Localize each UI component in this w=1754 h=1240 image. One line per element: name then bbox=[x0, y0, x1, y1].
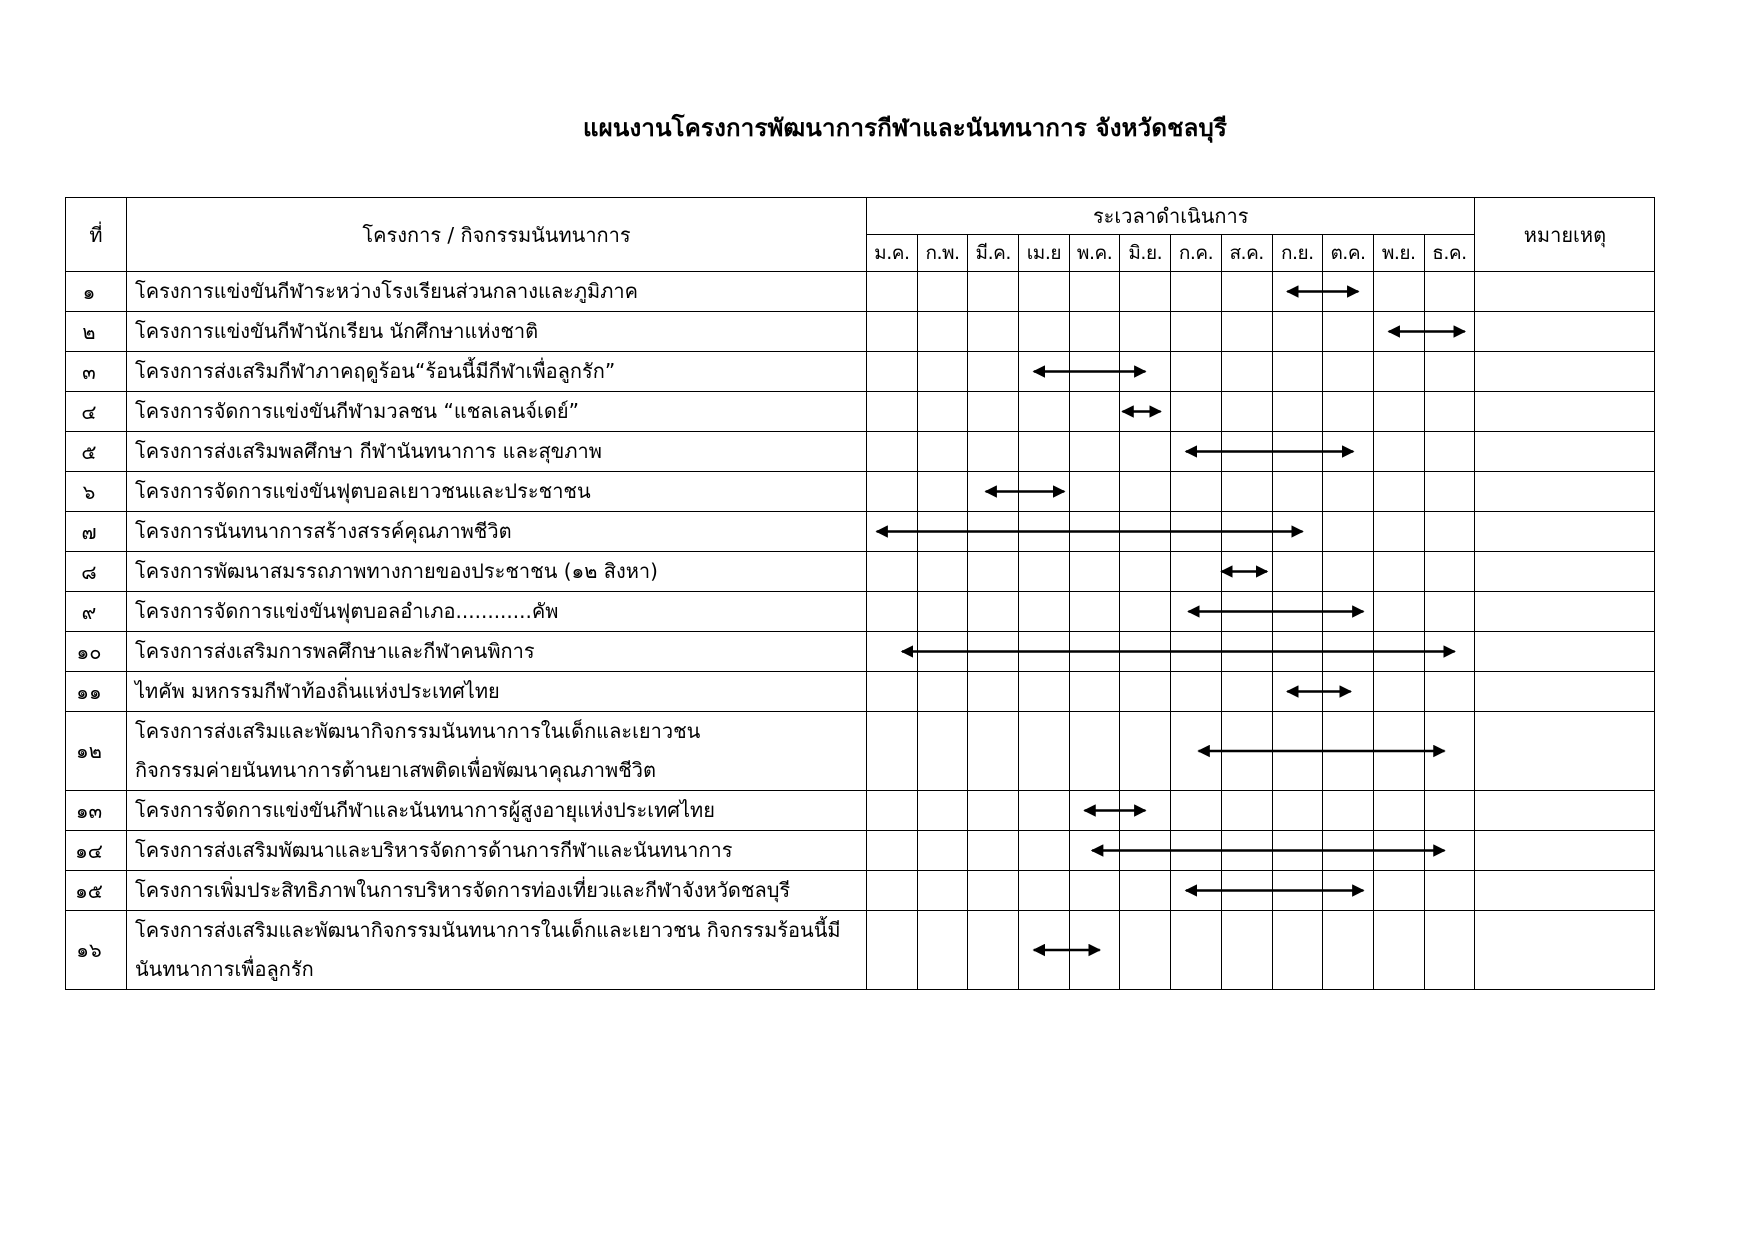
month-cell bbox=[1323, 472, 1374, 512]
project-name-line: โครงการพัฒนาสมรรถภาพทางกายของประชาชน (๑๒ สิงหา) bbox=[135, 559, 658, 583]
month-header: พ.ย. bbox=[1373, 235, 1424, 272]
month-cell bbox=[1019, 352, 1070, 392]
month-cell bbox=[1221, 272, 1272, 312]
month-cell bbox=[1272, 552, 1323, 592]
month-cell bbox=[1373, 432, 1424, 472]
month-cell bbox=[1221, 632, 1272, 672]
month-cell bbox=[1171, 592, 1222, 632]
month-cell bbox=[1120, 911, 1171, 990]
month-cell bbox=[917, 791, 968, 831]
month-cell bbox=[867, 712, 918, 791]
month-cell bbox=[867, 472, 918, 512]
remark-cell bbox=[1475, 911, 1655, 990]
month-cell bbox=[1373, 552, 1424, 592]
month-cell bbox=[1221, 352, 1272, 392]
remark-cell bbox=[1475, 552, 1655, 592]
month-cell bbox=[1120, 472, 1171, 512]
month-cell bbox=[1323, 392, 1374, 432]
month-cell bbox=[1120, 791, 1171, 831]
month-cell bbox=[1069, 312, 1120, 352]
month-cell bbox=[1069, 632, 1120, 672]
month-cell bbox=[867, 392, 918, 432]
month-cell bbox=[1120, 272, 1171, 312]
remark-cell bbox=[1475, 871, 1655, 911]
month-cell bbox=[1373, 592, 1424, 632]
project-name-line: โครงการส่งเสริมพัฒนาและบริหารจัดการด้านการกีฬาและนันทนาการ bbox=[135, 838, 733, 862]
row-number: ๓ bbox=[66, 352, 127, 392]
month-cell bbox=[1424, 831, 1475, 871]
month-cell bbox=[968, 312, 1019, 352]
remark-cell bbox=[1475, 712, 1655, 791]
project-name-line: โครงการจัดการแข่งขันกีฬามวลชน “แชลเลนจ์เดย์” bbox=[135, 399, 579, 423]
project-name bbox=[127, 712, 867, 791]
month-header: มี.ค. bbox=[968, 235, 1019, 272]
month-cell bbox=[1373, 272, 1424, 312]
month-cell bbox=[1069, 791, 1120, 831]
month-cell bbox=[1221, 432, 1272, 472]
month-cell bbox=[1019, 791, 1070, 831]
project-name-line: โครงการจัดการแข่งขันฟุตบอลอำเภอ............คัพ bbox=[135, 599, 559, 623]
remark-cell bbox=[1475, 392, 1655, 432]
header-remark: หมายเหตุ bbox=[1475, 198, 1655, 272]
month-cell bbox=[1069, 552, 1120, 592]
month-cell bbox=[1272, 592, 1323, 632]
month-header: ก.พ. bbox=[917, 235, 968, 272]
document-title: แผนงานโครงการพัฒนาการกีฬาและนันทนาการ จังหวัดชลบุรี bbox=[582, 114, 1228, 142]
month-cell bbox=[1019, 831, 1070, 871]
month-header: พ.ค. bbox=[1069, 235, 1120, 272]
row-number: ๑๐ bbox=[66, 632, 127, 672]
month-cell bbox=[1171, 552, 1222, 592]
month-cell bbox=[1171, 712, 1222, 791]
month-cell bbox=[867, 312, 918, 352]
month-cell bbox=[968, 432, 1019, 472]
month-cell bbox=[1424, 272, 1475, 312]
row-number: ๘ bbox=[66, 552, 127, 592]
row-number: ๑๔ bbox=[66, 831, 127, 871]
remark-cell bbox=[1475, 432, 1655, 472]
month-cell bbox=[1373, 632, 1424, 672]
row-number: ๑๑ bbox=[66, 672, 127, 712]
header-no: ที่ bbox=[66, 198, 127, 272]
month-cell bbox=[1424, 552, 1475, 592]
month-cell bbox=[968, 512, 1019, 552]
project-name-line: โครงการจัดการแข่งขันกีฬาและนันทนาการผู้สูงอายุแห่งประเทศไทย bbox=[135, 798, 715, 822]
month-cell bbox=[1272, 352, 1323, 392]
month-cell bbox=[1424, 512, 1475, 552]
table-row bbox=[66, 352, 1655, 392]
table-row bbox=[66, 512, 1655, 552]
project-name bbox=[127, 352, 867, 392]
month-cell bbox=[1120, 432, 1171, 472]
month-cell bbox=[1069, 432, 1120, 472]
month-cell bbox=[1323, 871, 1374, 911]
month-cell bbox=[1171, 791, 1222, 831]
month-cell bbox=[867, 791, 918, 831]
month-cell bbox=[1323, 552, 1374, 592]
month-cell bbox=[1019, 672, 1070, 712]
project-name-line: โครงการแข่งขันกีฬาระหว่างโรงเรียนส่วนกลางและภูมิภาค bbox=[135, 279, 639, 303]
project-name-line: โครงการนันทนาการสร้างสรรค์คุณภาพชีวิต bbox=[135, 519, 512, 543]
month-cell bbox=[1323, 831, 1374, 871]
month-cell bbox=[867, 592, 918, 632]
project-name-line: ไทคัพ มหกรรมกีฬาท้องถิ่นแห่งประเทศไทย bbox=[135, 679, 500, 703]
month-cell bbox=[867, 831, 918, 871]
month-cell bbox=[968, 592, 1019, 632]
remark-cell bbox=[1475, 352, 1655, 392]
month-cell bbox=[917, 312, 968, 352]
month-cell bbox=[1019, 871, 1070, 911]
month-cell bbox=[1120, 831, 1171, 871]
month-cell bbox=[867, 352, 918, 392]
table-row bbox=[66, 392, 1655, 432]
month-cell bbox=[1069, 392, 1120, 432]
month-cell bbox=[917, 831, 968, 871]
month-cell bbox=[1373, 871, 1424, 911]
month-cell bbox=[968, 632, 1019, 672]
month-cell bbox=[1069, 592, 1120, 632]
month-cell bbox=[1272, 312, 1323, 352]
month-cell bbox=[1221, 791, 1272, 831]
project-name-line: โครงการเพิ่มประสิทธิภาพในการบริหารจัดการท่องเที่ยวและกีฬาจังหวัดชลบุรี bbox=[135, 878, 791, 902]
month-cell bbox=[968, 712, 1019, 791]
month-cell bbox=[917, 272, 968, 312]
month-cell bbox=[1171, 312, 1222, 352]
month-cell bbox=[1019, 632, 1070, 672]
month-cell bbox=[1424, 911, 1475, 990]
month-cell bbox=[1069, 911, 1120, 990]
table-row bbox=[66, 632, 1655, 672]
month-cell bbox=[968, 392, 1019, 432]
month-cell bbox=[1120, 392, 1171, 432]
month-cell bbox=[1069, 352, 1120, 392]
table-row bbox=[66, 911, 1655, 990]
month-cell bbox=[1221, 312, 1272, 352]
month-cell bbox=[1069, 472, 1120, 512]
month-cell bbox=[1272, 911, 1323, 990]
project-name bbox=[127, 432, 867, 472]
month-cell bbox=[1171, 871, 1222, 911]
month-cell bbox=[1373, 312, 1424, 352]
remark-cell bbox=[1475, 472, 1655, 512]
project-name bbox=[127, 871, 867, 911]
month-cell bbox=[1424, 352, 1475, 392]
month-cell bbox=[1069, 272, 1120, 312]
project-name bbox=[127, 592, 867, 632]
month-cell bbox=[1019, 512, 1070, 552]
table-row bbox=[66, 831, 1655, 871]
month-cell bbox=[1272, 791, 1323, 831]
row-number: ๗ bbox=[66, 512, 127, 552]
month-cell bbox=[1272, 272, 1323, 312]
month-cell bbox=[1373, 472, 1424, 512]
month-cell bbox=[1069, 871, 1120, 911]
row-number: ๒ bbox=[66, 312, 127, 352]
month-cell bbox=[867, 512, 918, 552]
table-row bbox=[66, 712, 1655, 791]
month-cell bbox=[1323, 672, 1374, 712]
month-cell bbox=[1019, 552, 1070, 592]
month-cell bbox=[1323, 712, 1374, 791]
project-name bbox=[127, 911, 867, 990]
month-cell bbox=[1323, 312, 1374, 352]
month-cell bbox=[917, 512, 968, 552]
month-cell bbox=[917, 472, 968, 512]
month-cell bbox=[917, 432, 968, 472]
month-header: ต.ค. bbox=[1323, 235, 1374, 272]
project-name bbox=[127, 831, 867, 871]
table-row bbox=[66, 272, 1655, 312]
month-cell bbox=[1221, 592, 1272, 632]
month-cell bbox=[1424, 472, 1475, 512]
project-name bbox=[127, 272, 867, 312]
month-cell bbox=[1019, 312, 1070, 352]
month-cell bbox=[1120, 552, 1171, 592]
month-cell bbox=[1171, 911, 1222, 990]
month-cell bbox=[917, 871, 968, 911]
month-cell bbox=[1069, 672, 1120, 712]
month-cell bbox=[968, 911, 1019, 990]
month-cell bbox=[1019, 472, 1070, 512]
month-cell bbox=[1323, 791, 1374, 831]
month-cell bbox=[1323, 632, 1374, 672]
remark-cell bbox=[1475, 312, 1655, 352]
month-cell bbox=[917, 392, 968, 432]
project-name bbox=[127, 632, 867, 672]
row-number: ๑๓ bbox=[66, 791, 127, 831]
table-row bbox=[66, 791, 1655, 831]
month-cell bbox=[1019, 392, 1070, 432]
month-header: ธ.ค. bbox=[1424, 235, 1475, 272]
project-name bbox=[127, 472, 867, 512]
project-name bbox=[127, 791, 867, 831]
month-cell bbox=[1323, 352, 1374, 392]
month-cell bbox=[1221, 871, 1272, 911]
month-cell bbox=[1069, 712, 1120, 791]
month-cell bbox=[1120, 632, 1171, 672]
table-row bbox=[66, 472, 1655, 512]
month-cell bbox=[1373, 831, 1424, 871]
month-header: ส.ค. bbox=[1221, 235, 1272, 272]
month-cell bbox=[1424, 392, 1475, 432]
month-cell bbox=[1221, 831, 1272, 871]
project-name bbox=[127, 512, 867, 552]
month-cell bbox=[1171, 672, 1222, 712]
project-name-line: โครงการแข่งขันกีฬานักเรียน นักศึกษาแห่งชาติ bbox=[135, 319, 539, 343]
month-cell bbox=[1373, 791, 1424, 831]
month-cell bbox=[1424, 432, 1475, 472]
month-cell bbox=[1171, 272, 1222, 312]
remark-cell bbox=[1475, 791, 1655, 831]
project-name bbox=[127, 392, 867, 432]
month-cell bbox=[1171, 632, 1222, 672]
remark-cell bbox=[1475, 272, 1655, 312]
month-cell bbox=[867, 871, 918, 911]
header-project: โครงการ / กิจกรรมนันทนาการ bbox=[127, 198, 867, 272]
month-cell bbox=[1120, 512, 1171, 552]
remark-cell bbox=[1475, 632, 1655, 672]
remark-cell bbox=[1475, 512, 1655, 552]
month-cell bbox=[1323, 512, 1374, 552]
month-cell bbox=[968, 552, 1019, 592]
month-cell bbox=[1221, 512, 1272, 552]
remark-cell bbox=[1475, 831, 1655, 871]
table-row bbox=[66, 592, 1655, 632]
table-row bbox=[66, 312, 1655, 352]
row-number: ๑๖ bbox=[66, 911, 127, 990]
month-cell bbox=[968, 871, 1019, 911]
month-cell bbox=[1069, 831, 1120, 871]
month-cell bbox=[1272, 432, 1323, 472]
month-cell bbox=[867, 911, 918, 990]
row-number: ๔ bbox=[66, 392, 127, 432]
month-cell bbox=[968, 672, 1019, 712]
plan-table bbox=[65, 197, 1655, 990]
row-number: ๙ bbox=[66, 592, 127, 632]
month-cell bbox=[1171, 472, 1222, 512]
month-cell bbox=[1019, 712, 1070, 791]
project-name bbox=[127, 672, 867, 712]
month-header: มิ.ย. bbox=[1120, 235, 1171, 272]
month-cell bbox=[968, 791, 1019, 831]
month-cell bbox=[1171, 512, 1222, 552]
remark-cell bbox=[1475, 672, 1655, 712]
project-name-line: โครงการส่งเสริมพลศึกษา กีฬานันทนาการ และสุขภาพ bbox=[135, 439, 602, 463]
month-cell bbox=[1272, 632, 1323, 672]
month-cell bbox=[1373, 392, 1424, 432]
table-row bbox=[66, 871, 1655, 911]
row-number: ๑๕ bbox=[66, 871, 127, 911]
month-header: ก.ย. bbox=[1272, 235, 1323, 272]
month-cell bbox=[1019, 272, 1070, 312]
month-cell bbox=[1373, 712, 1424, 791]
month-cell bbox=[867, 672, 918, 712]
month-cell bbox=[1424, 312, 1475, 352]
month-cell bbox=[1272, 472, 1323, 512]
month-cell bbox=[917, 592, 968, 632]
month-cell bbox=[968, 272, 1019, 312]
month-cell bbox=[1272, 672, 1323, 712]
month-cell bbox=[1373, 672, 1424, 712]
month-cell bbox=[917, 632, 968, 672]
month-cell bbox=[1019, 592, 1070, 632]
project-name-line: โครงการส่งเสริมการพลศึกษาและกีฬาคนพิการ bbox=[135, 639, 535, 663]
month-cell bbox=[1120, 712, 1171, 791]
month-cell bbox=[1120, 592, 1171, 632]
month-cell bbox=[1373, 512, 1424, 552]
month-cell bbox=[1424, 791, 1475, 831]
month-cell bbox=[1323, 432, 1374, 472]
header-period: ระเวลาดำเนินการ bbox=[867, 198, 1475, 235]
remark-cell bbox=[1475, 592, 1655, 632]
month-cell bbox=[1171, 392, 1222, 432]
table-row bbox=[66, 432, 1655, 472]
month-header: ก.ค. bbox=[1171, 235, 1222, 272]
month-cell bbox=[1221, 552, 1272, 592]
month-cell bbox=[1221, 672, 1272, 712]
month-cell bbox=[917, 712, 968, 791]
month-cell bbox=[968, 352, 1019, 392]
month-cell bbox=[917, 672, 968, 712]
month-cell bbox=[1272, 712, 1323, 791]
project-name-line: โครงการส่งเสริมและพัฒนากิจกรรมนันทนาการในเด็กและเยาวชน bbox=[135, 719, 701, 743]
month-cell bbox=[968, 472, 1019, 512]
month-cell bbox=[1120, 672, 1171, 712]
project-name bbox=[127, 552, 867, 592]
month-cell bbox=[1019, 911, 1070, 990]
month-cell bbox=[917, 552, 968, 592]
month-cell bbox=[1272, 392, 1323, 432]
month-cell bbox=[1221, 392, 1272, 432]
month-cell bbox=[1424, 672, 1475, 712]
month-cell bbox=[1272, 871, 1323, 911]
month-cell bbox=[1171, 831, 1222, 871]
month-cell bbox=[1323, 911, 1374, 990]
table-row bbox=[66, 672, 1655, 712]
project-name-line: กิจกรรมค่ายนันทนาการต้านยาเสพติดเพื่อพัฒนาคุณภาพชีวิต bbox=[135, 758, 656, 782]
month-cell bbox=[1120, 312, 1171, 352]
month-cell bbox=[1069, 512, 1120, 552]
row-number: ๑ bbox=[66, 272, 127, 312]
row-number: ๕ bbox=[66, 432, 127, 472]
month-cell bbox=[1221, 911, 1272, 990]
month-cell bbox=[1424, 592, 1475, 632]
month-cell bbox=[1221, 712, 1272, 791]
month-cell bbox=[1373, 911, 1424, 990]
month-cell bbox=[1120, 352, 1171, 392]
row-number: ๖ bbox=[66, 472, 127, 512]
month-cell bbox=[1424, 712, 1475, 791]
month-cell bbox=[1120, 871, 1171, 911]
month-cell bbox=[1424, 632, 1475, 672]
month-cell bbox=[867, 272, 918, 312]
table-row bbox=[66, 552, 1655, 592]
month-cell bbox=[1272, 512, 1323, 552]
project-name-line: โครงการจัดการแข่งขันฟุตบอลเยาวชนและประชาชน bbox=[135, 479, 591, 503]
month-cell bbox=[1424, 871, 1475, 911]
month-cell bbox=[968, 831, 1019, 871]
month-cell bbox=[1323, 592, 1374, 632]
month-cell bbox=[917, 911, 968, 990]
month-cell bbox=[1019, 432, 1070, 472]
project-name-line: นันทนาการเพื่อลูกรัก bbox=[135, 957, 314, 981]
month-cell bbox=[1221, 472, 1272, 512]
month-header: ม.ค. bbox=[867, 235, 918, 272]
month-cell bbox=[1373, 352, 1424, 392]
project-name-line: โครงการส่งเสริมกีฬาภาคฤดูร้อน“ร้อนนี้มีกีฬาเพื่อลูกรัก” bbox=[135, 359, 616, 383]
month-cell bbox=[917, 352, 968, 392]
project-name-line: โครงการส่งเสริมและพัฒนากิจกรรมนันทนาการในเด็กและเยาวชน กิจกรรมร้อนนี้มี bbox=[135, 918, 841, 942]
month-cell bbox=[1323, 272, 1374, 312]
project-name bbox=[127, 312, 867, 352]
header-row bbox=[66, 198, 1655, 235]
month-cell bbox=[867, 432, 918, 472]
month-cell bbox=[1272, 831, 1323, 871]
row-number: ๑๒ bbox=[66, 712, 127, 791]
month-cell bbox=[1171, 352, 1222, 392]
month-cell bbox=[867, 632, 918, 672]
month-header: เม.ย bbox=[1019, 235, 1070, 272]
month-cell bbox=[1171, 432, 1222, 472]
month-cell bbox=[867, 552, 918, 592]
